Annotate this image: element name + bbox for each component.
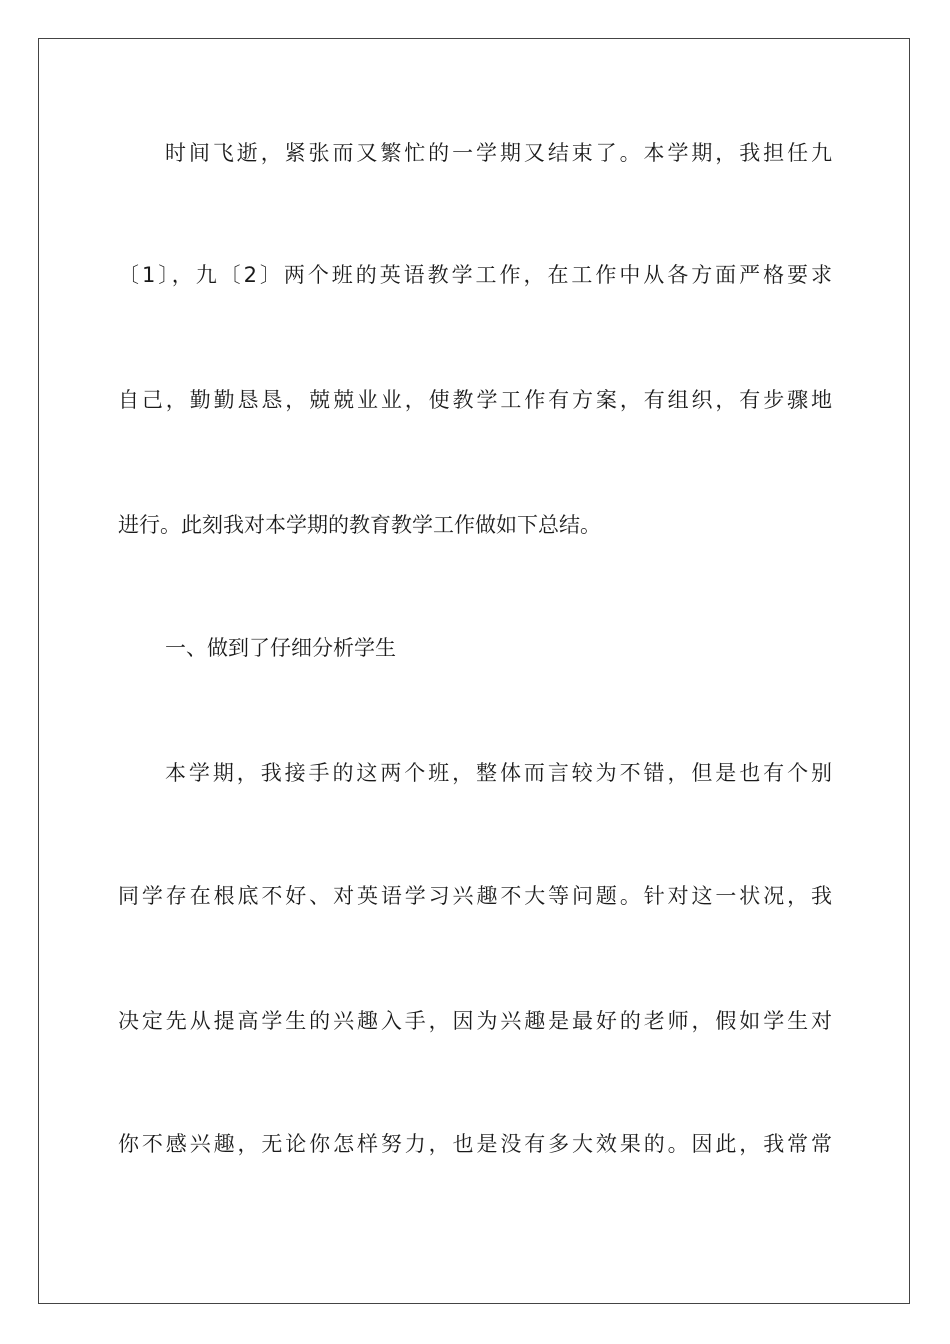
paragraph-1-line-1: 时间飞逝，紧张而又繁忙的一学期又结束了。本学期，我担任九 xyxy=(165,141,832,165)
section-heading: 一、做到了仔细分析学生 xyxy=(165,636,396,660)
paragraph-2-line-1: 本学期，我接手的这两个班，整体而言较为不错，但是也有个别 xyxy=(165,761,832,785)
paragraph-1-line-4: 进行。此刻我对本学期的教育教学工作做如下总结。 xyxy=(118,513,601,537)
paragraph-2-line-4: 你不感兴趣，无论你怎样努力，也是没有多大效果的。因此，我常常 xyxy=(118,1132,832,1156)
paragraph-2-line-3: 决定先从提高学生的兴趣入手，因为兴趣是最好的老师，假如学生对 xyxy=(118,1009,832,1033)
paragraph-1-line-3: 自己，勤勤恳恳，兢兢业业，使教学工作有方案，有组织，有步骤地 xyxy=(118,388,832,412)
paragraph-2-line-2: 同学存在根底不好、对英语学习兴趣不大等问题。针对这一状况，我 xyxy=(118,884,832,908)
paragraph-1-line-2: 〔1〕，九〔2〕两个班的英语教学工作，在工作中从各方面严格要求 xyxy=(118,263,832,287)
page-border xyxy=(38,38,910,1304)
